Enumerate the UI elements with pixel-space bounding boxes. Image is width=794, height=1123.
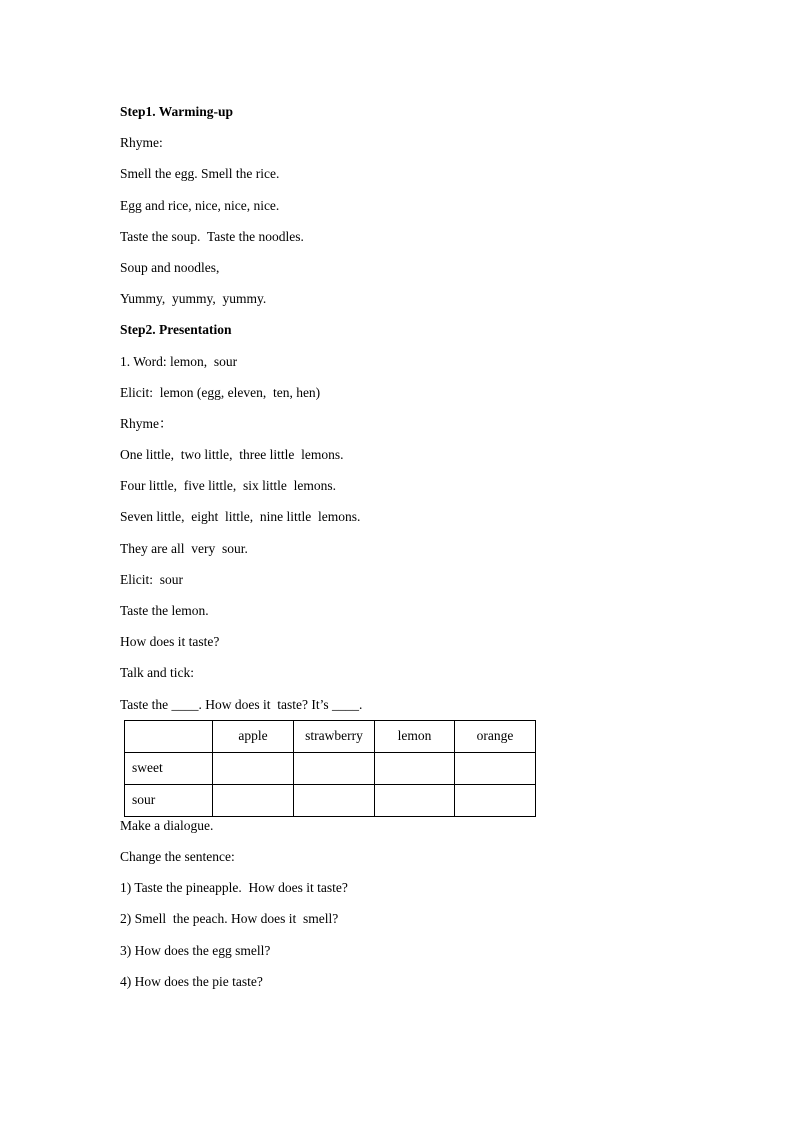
step2-heading: Step2. Presentation	[120, 322, 232, 338]
table-row-label: sour	[125, 784, 213, 816]
tick-cell[interactable]	[213, 752, 294, 784]
tick-cell[interactable]	[213, 784, 294, 816]
table-header-cell: strawberry	[294, 720, 375, 752]
tick-cell[interactable]	[375, 752, 455, 784]
rhyme-line: Yummy, yummy, yummy.	[120, 291, 267, 307]
tick-cell[interactable]	[294, 784, 375, 816]
exercise-line: 1) Taste the pineapple. How does it taste?	[120, 880, 348, 896]
elicit-line: Elicit: sour	[120, 571, 183, 587]
elicit-line: Elicit: lemon (egg, eleven, ten, hen)	[120, 384, 321, 400]
table-row	[125, 752, 536, 784]
rhyme-label: Rhyme:	[120, 135, 163, 151]
tick-table-wrapper	[120, 720, 680, 816]
exercise-line: 2) Smell the peach. How does it smell?	[120, 911, 339, 927]
instruction-line: Make a dialogue.	[120, 817, 214, 833]
rhyme-line: Seven little, eight little, nine little lemons.	[120, 509, 361, 525]
rhyme-line: Four little, five little, six little lemons.	[120, 478, 336, 494]
document-page	[120, 103, 680, 1004]
rhyme-line: One little, two little, three little lemons.	[120, 447, 344, 463]
instruction-line: Talk and tick:	[120, 665, 195, 681]
instruction-line: Taste the lemon.	[120, 603, 209, 618]
rhyme-line: Egg and rice, nice, nice, nice.	[120, 197, 280, 213]
tick-cell[interactable]	[455, 752, 536, 784]
rhyme-label: Rhyme：	[120, 415, 173, 431]
fill-in-line: Taste the ____. How does it taste? It’s ____.	[120, 696, 363, 712]
tick-cell[interactable]	[294, 752, 375, 784]
exercise-line: 3) How does the egg smell?	[120, 942, 271, 958]
step1-heading: Step1. Warming-up	[120, 104, 234, 119]
rhyme-line: Soup and noodles,	[120, 259, 220, 275]
table-header-cell: lemon	[375, 720, 455, 752]
rhyme-line: They are all very sour.	[120, 540, 248, 556]
table-row	[125, 784, 536, 816]
table-header-cell: orange	[455, 720, 536, 752]
rhyme-line: Smell the egg. Smell the rice.	[120, 166, 280, 182]
table-header-cell	[125, 720, 213, 752]
word-line: 1. Word: lemon, sour	[120, 353, 238, 369]
table-header-row	[125, 720, 536, 752]
exercise-line: 4) How does the pie taste?	[120, 973, 263, 989]
rhyme-line: Taste the soup. Taste the noodles.	[120, 228, 304, 244]
tick-table	[124, 720, 536, 817]
question-line: How does it taste?	[120, 634, 220, 650]
table-row-label: sweet	[125, 752, 213, 784]
tick-cell[interactable]	[375, 784, 455, 816]
table-header-cell: apple	[213, 720, 294, 752]
tick-cell[interactable]	[455, 784, 536, 816]
instruction-line: Change the sentence:	[120, 848, 235, 864]
